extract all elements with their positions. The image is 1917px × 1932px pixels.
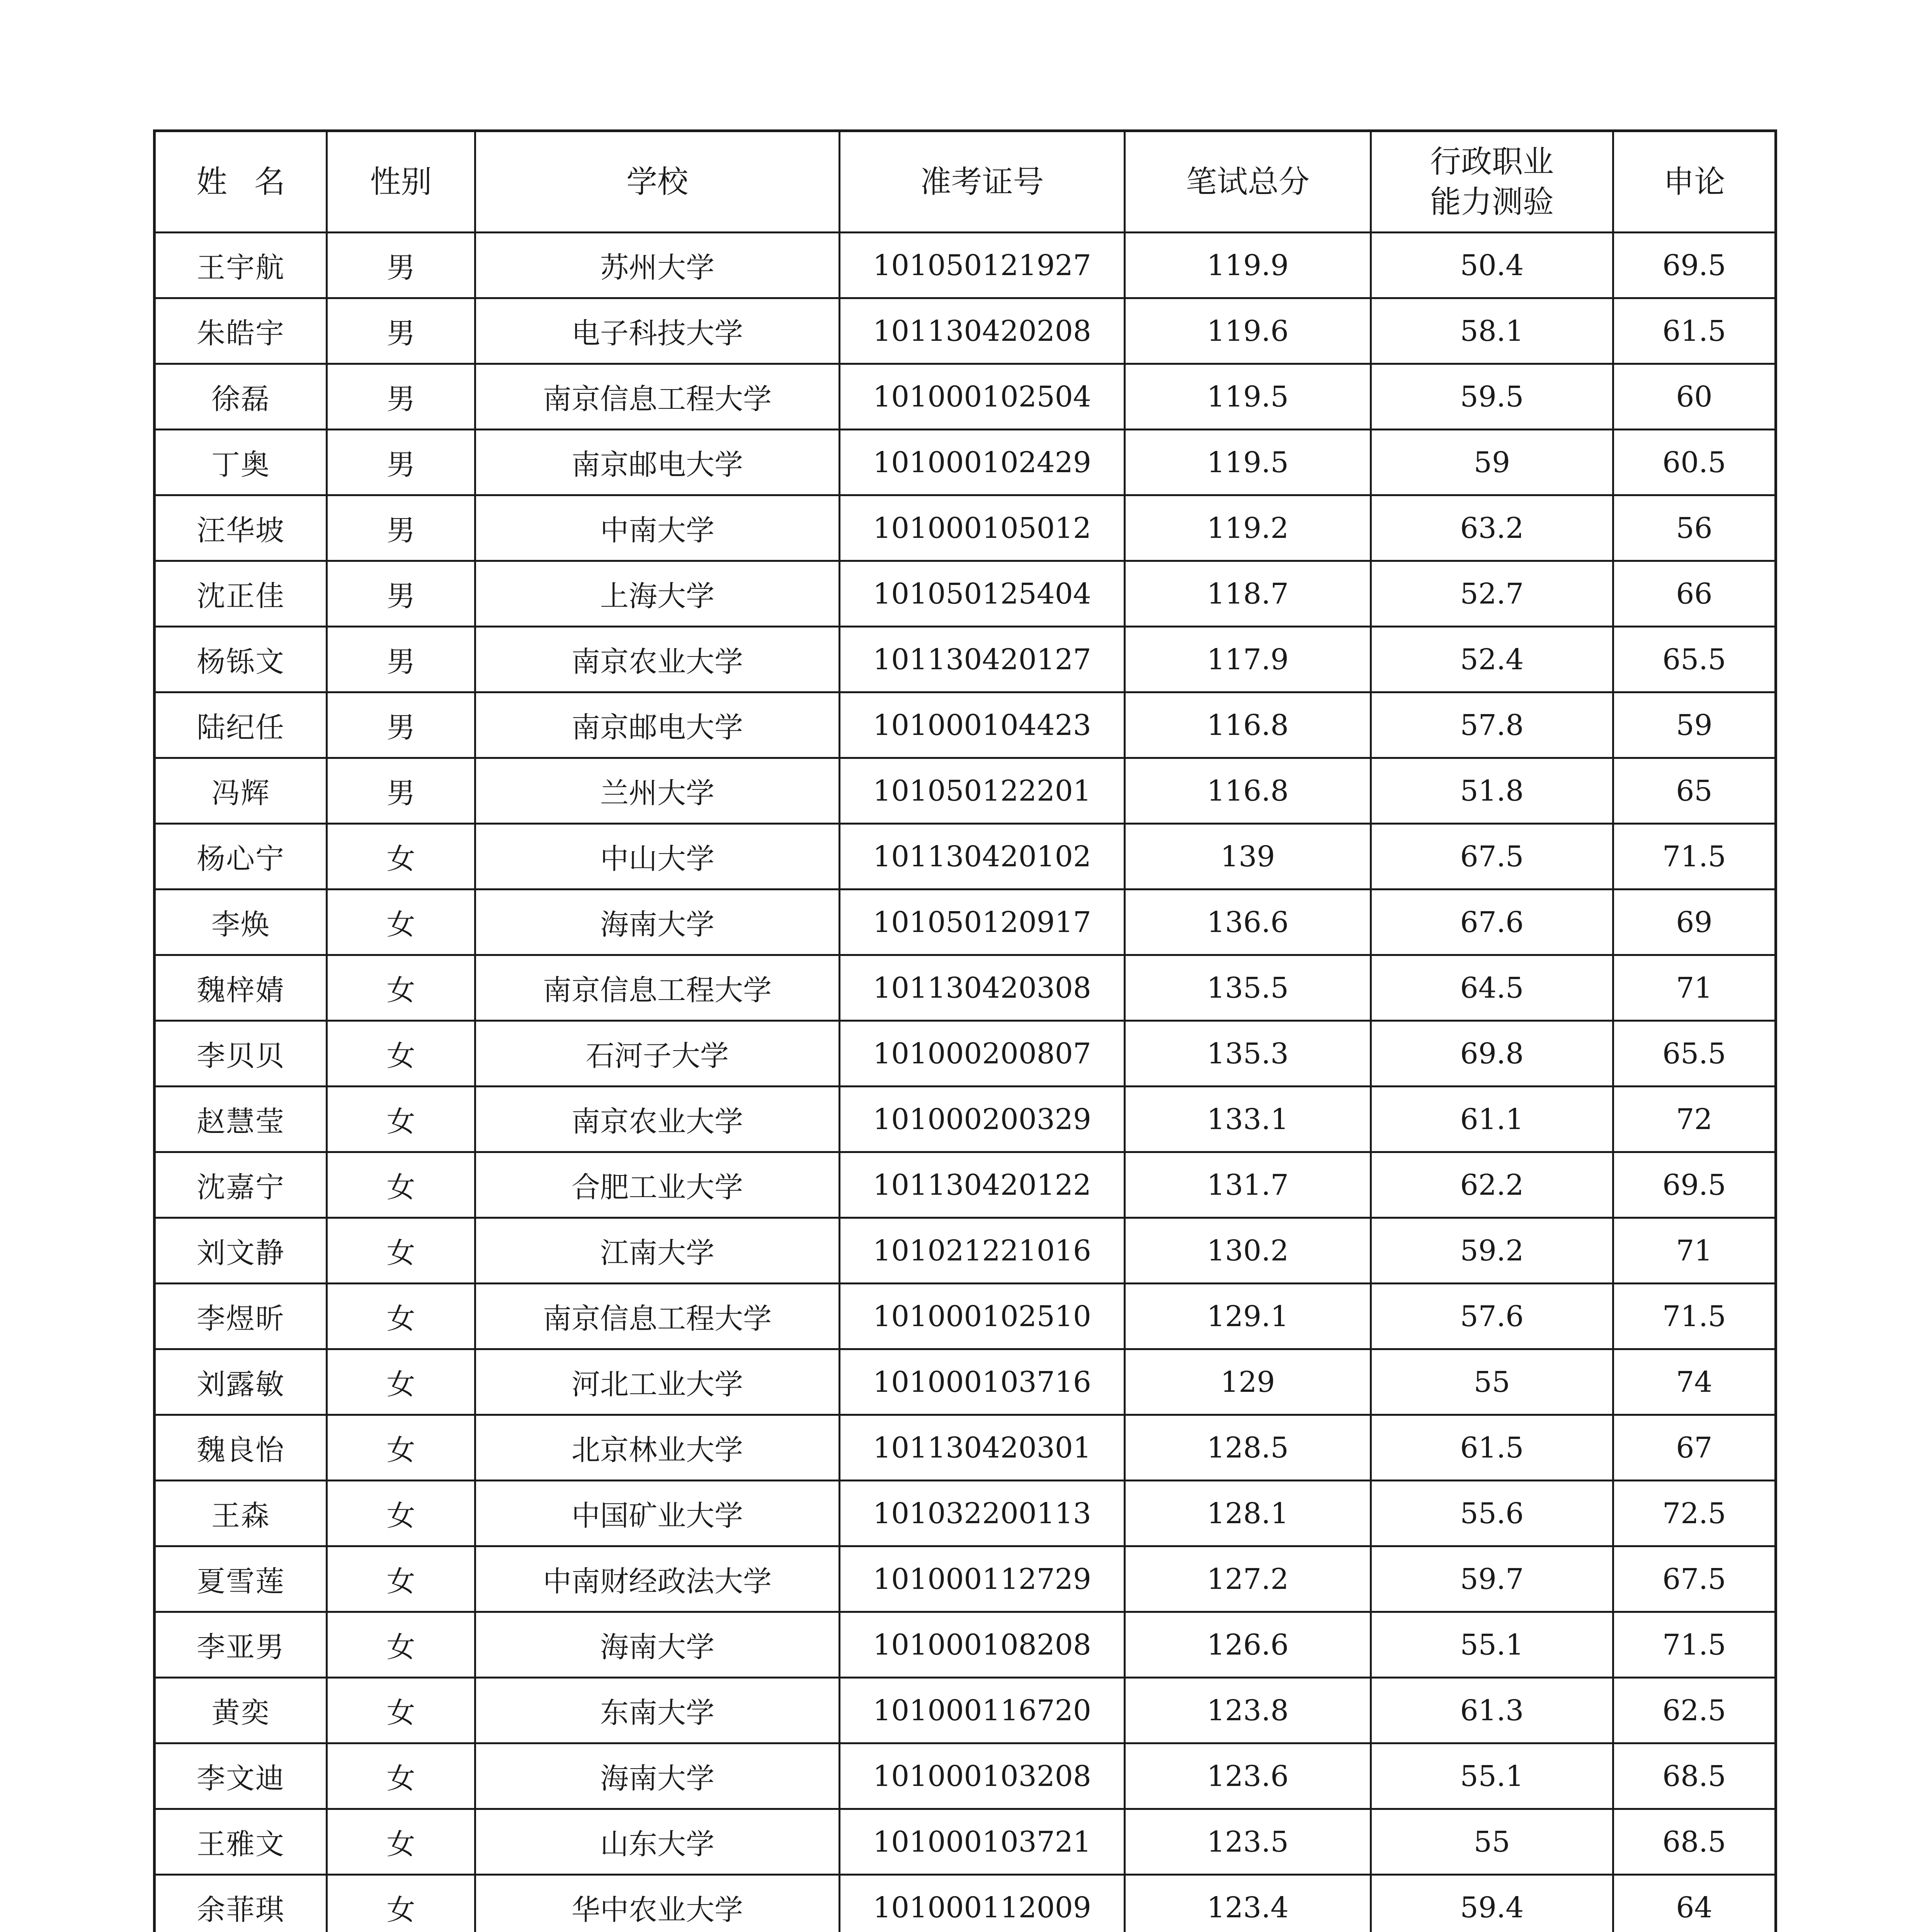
cell-essay: 62.5 — [1613, 1678, 1776, 1743]
cell-essay: 71 — [1613, 955, 1776, 1021]
cell-name: 杨心宁 — [155, 824, 327, 889]
cell-written-total: 119.5 — [1125, 364, 1371, 430]
cell-name: 李亚男 — [155, 1612, 327, 1678]
cell-admin-aptitude: 59 — [1371, 430, 1613, 495]
cell-name: 赵慧莹 — [155, 1087, 327, 1152]
cell-written-total: 135.3 — [1125, 1021, 1371, 1087]
cell-school: 南京农业大学 — [475, 627, 840, 692]
cell-name: 李煜昕 — [155, 1284, 327, 1349]
cell-gender: 女 — [327, 1349, 475, 1415]
cell-name: 李贝贝 — [155, 1021, 327, 1087]
cell-gender: 男 — [327, 430, 475, 495]
cell-name: 陆纪任 — [155, 692, 327, 758]
table-row — [155, 758, 1776, 824]
table-row — [155, 1481, 1776, 1546]
table-header — [155, 131, 1776, 233]
cell-essay: 60.5 — [1613, 430, 1776, 495]
cell-essay: 60 — [1613, 364, 1776, 430]
table-row — [155, 824, 1776, 889]
table-row — [155, 1678, 1776, 1743]
cell-gender: 男 — [327, 364, 475, 430]
cell-written-total: 116.8 — [1125, 692, 1371, 758]
cell-essay: 69.5 — [1613, 233, 1776, 298]
cell-name: 李文迪 — [155, 1743, 327, 1809]
cell-essay: 68.5 — [1613, 1743, 1776, 1809]
cell-essay: 72 — [1613, 1087, 1776, 1152]
cell-name: 夏雪莲 — [155, 1546, 327, 1612]
table-row — [155, 1809, 1776, 1875]
table-row — [155, 889, 1776, 955]
cell-ticket-number: 101000108208 — [840, 1612, 1125, 1678]
cell-school: 中山大学 — [475, 824, 840, 889]
table-row — [155, 1349, 1776, 1415]
cell-essay: 69.5 — [1613, 1152, 1776, 1218]
cell-gender: 男 — [327, 758, 475, 824]
cell-school: 南京信息工程大学 — [475, 955, 840, 1021]
cell-name: 朱皓宇 — [155, 298, 327, 364]
cell-ticket-number: 101000105012 — [840, 495, 1125, 561]
cell-admin-aptitude: 57.6 — [1371, 1284, 1613, 1349]
cell-written-total: 128.5 — [1125, 1415, 1371, 1481]
table-row — [155, 1415, 1776, 1481]
cell-admin-aptitude: 59.7 — [1371, 1546, 1613, 1612]
cell-admin-aptitude: 55.6 — [1371, 1481, 1613, 1546]
cell-written-total: 119.5 — [1125, 430, 1371, 495]
cell-gender: 女 — [327, 1415, 475, 1481]
cell-ticket-number: 101130420127 — [840, 627, 1125, 692]
cell-gender: 女 — [327, 1875, 475, 1932]
cell-gender: 女 — [327, 1218, 475, 1284]
cell-written-total: 123.5 — [1125, 1809, 1371, 1875]
cell-admin-aptitude: 61.3 — [1371, 1678, 1613, 1743]
cell-school: 上海大学 — [475, 561, 840, 627]
cell-ticket-number: 101000104423 — [840, 692, 1125, 758]
cell-ticket-number: 101050125404 — [840, 561, 1125, 627]
cell-essay: 66 — [1613, 561, 1776, 627]
cell-school: 合肥工业大学 — [475, 1152, 840, 1218]
cell-school: 南京农业大学 — [475, 1087, 840, 1152]
cell-gender: 男 — [327, 692, 475, 758]
cell-admin-aptitude: 59.2 — [1371, 1218, 1613, 1284]
cell-school: 兰州大学 — [475, 758, 840, 824]
cell-school: 海南大学 — [475, 1743, 840, 1809]
cell-school: 南京信息工程大学 — [475, 364, 840, 430]
cell-gender: 女 — [327, 1152, 475, 1218]
cell-written-total: 129 — [1125, 1349, 1371, 1415]
cell-gender: 女 — [327, 1743, 475, 1809]
cell-admin-aptitude: 58.1 — [1371, 298, 1613, 364]
cell-written-total: 123.6 — [1125, 1743, 1371, 1809]
table-row — [155, 364, 1776, 430]
cell-written-total: 136.6 — [1125, 889, 1371, 955]
cell-written-total: 119.6 — [1125, 298, 1371, 364]
cell-ticket-number: 101130420208 — [840, 298, 1125, 364]
cell-school: 南京邮电大学 — [475, 430, 840, 495]
header-name: 姓名 — [155, 131, 327, 233]
cell-ticket-number: 101000102429 — [840, 430, 1125, 495]
cell-gender: 男 — [327, 495, 475, 561]
table-row — [155, 1743, 1776, 1809]
cell-ticket-number: 101000103721 — [840, 1809, 1125, 1875]
cell-school: 南京信息工程大学 — [475, 1284, 840, 1349]
cell-essay: 61.5 — [1613, 298, 1776, 364]
cell-essay: 68.5 — [1613, 1809, 1776, 1875]
cell-ticket-number: 101000103208 — [840, 1743, 1125, 1809]
cell-ticket-number: 101130420308 — [840, 955, 1125, 1021]
cell-admin-aptitude: 61.5 — [1371, 1415, 1613, 1481]
cell-essay: 71.5 — [1613, 1284, 1776, 1349]
cell-ticket-number: 101021221016 — [840, 1218, 1125, 1284]
cell-name: 王雅文 — [155, 1809, 327, 1875]
cell-essay: 56 — [1613, 495, 1776, 561]
table-row — [155, 692, 1776, 758]
cell-school: 海南大学 — [475, 1612, 840, 1678]
cell-essay: 71.5 — [1613, 824, 1776, 889]
cell-written-total: 129.1 — [1125, 1284, 1371, 1349]
cell-ticket-number: 101050121927 — [840, 233, 1125, 298]
cell-written-total: 123.4 — [1125, 1875, 1371, 1932]
cell-gender: 女 — [327, 1809, 475, 1875]
table-row — [155, 955, 1776, 1021]
cell-ticket-number: 101000103716 — [840, 1349, 1125, 1415]
cell-name: 黄奕 — [155, 1678, 327, 1743]
cell-essay: 65.5 — [1613, 1021, 1776, 1087]
cell-ticket-number: 101000200807 — [840, 1021, 1125, 1087]
cell-gender: 女 — [327, 824, 475, 889]
cell-admin-aptitude: 57.8 — [1371, 692, 1613, 758]
cell-name: 徐磊 — [155, 364, 327, 430]
cell-written-total: 116.8 — [1125, 758, 1371, 824]
cell-name: 魏良怡 — [155, 1415, 327, 1481]
cell-name: 丁奥 — [155, 430, 327, 495]
cell-gender: 女 — [327, 1021, 475, 1087]
cell-written-total: 118.7 — [1125, 561, 1371, 627]
header-admin-aptitude-line1: 行政职业 — [1430, 143, 1554, 180]
cell-gender: 女 — [327, 1481, 475, 1546]
cell-admin-aptitude: 51.8 — [1371, 758, 1613, 824]
cell-name: 余菲琪 — [155, 1875, 327, 1932]
cell-essay: 59 — [1613, 692, 1776, 758]
cell-written-total: 131.7 — [1125, 1152, 1371, 1218]
table-row — [155, 495, 1776, 561]
cell-name: 刘露敏 — [155, 1349, 327, 1415]
cell-ticket-number: 101130420301 — [840, 1415, 1125, 1481]
cell-written-total: 123.8 — [1125, 1678, 1371, 1743]
cell-gender: 男 — [327, 561, 475, 627]
cell-school: 苏州大学 — [475, 233, 840, 298]
cell-school: 河北工业大学 — [475, 1349, 840, 1415]
cell-admin-aptitude: 61.1 — [1371, 1087, 1613, 1152]
table-row — [155, 1218, 1776, 1284]
cell-written-total: 133.1 — [1125, 1087, 1371, 1152]
cell-name: 汪华坡 — [155, 495, 327, 561]
cell-gender: 女 — [327, 1284, 475, 1349]
cell-admin-aptitude: 62.2 — [1371, 1152, 1613, 1218]
cell-admin-aptitude: 63.2 — [1371, 495, 1613, 561]
cell-essay: 72.5 — [1613, 1481, 1776, 1546]
cell-name: 刘文静 — [155, 1218, 327, 1284]
table-row — [155, 298, 1776, 364]
cell-ticket-number: 101032200113 — [840, 1481, 1125, 1546]
header-row — [155, 131, 1776, 233]
table-row — [155, 1152, 1776, 1218]
cell-admin-aptitude: 67.5 — [1371, 824, 1613, 889]
cell-school: 北京林业大学 — [475, 1415, 840, 1481]
cell-essay: 67 — [1613, 1415, 1776, 1481]
header-ticket-number: 准考证号 — [840, 131, 1125, 233]
cell-written-total: 117.9 — [1125, 627, 1371, 692]
cell-name: 杨铄文 — [155, 627, 327, 692]
cell-essay: 71.5 — [1613, 1612, 1776, 1678]
cell-gender: 女 — [327, 1678, 475, 1743]
cell-gender: 女 — [327, 1546, 475, 1612]
cell-admin-aptitude: 55.1 — [1371, 1743, 1613, 1809]
table-row — [155, 1021, 1776, 1087]
cell-essay: 74 — [1613, 1349, 1776, 1415]
cell-school: 石河子大学 — [475, 1021, 840, 1087]
cell-admin-aptitude: 52.7 — [1371, 561, 1613, 627]
cell-written-total: 119.2 — [1125, 495, 1371, 561]
cell-admin-aptitude: 55.1 — [1371, 1612, 1613, 1678]
cell-written-total: 126.6 — [1125, 1612, 1371, 1678]
cell-admin-aptitude: 50.4 — [1371, 233, 1613, 298]
cell-essay: 64 — [1613, 1875, 1776, 1932]
results-table — [153, 129, 1777, 1932]
cell-name: 沈正佳 — [155, 561, 327, 627]
cell-essay: 71 — [1613, 1218, 1776, 1284]
cell-school: 江南大学 — [475, 1218, 840, 1284]
table-row — [155, 627, 1776, 692]
cell-ticket-number: 101000116720 — [840, 1678, 1125, 1743]
cell-ticket-number: 101050122201 — [840, 758, 1125, 824]
cell-essay: 69 — [1613, 889, 1776, 955]
cell-written-total: 128.1 — [1125, 1481, 1371, 1546]
cell-school: 海南大学 — [475, 889, 840, 955]
cell-admin-aptitude: 67.6 — [1371, 889, 1613, 955]
cell-ticket-number: 101130420102 — [840, 824, 1125, 889]
table-row — [155, 1612, 1776, 1678]
header-gender: 性别 — [327, 131, 475, 233]
cell-school: 中国矿业大学 — [475, 1481, 840, 1546]
cell-admin-aptitude: 55 — [1371, 1349, 1613, 1415]
cell-school: 中南大学 — [475, 495, 840, 561]
cell-name: 王森 — [155, 1481, 327, 1546]
cell-essay: 67.5 — [1613, 1546, 1776, 1612]
table-row — [155, 233, 1776, 298]
cell-gender: 男 — [327, 233, 475, 298]
cell-written-total: 130.2 — [1125, 1218, 1371, 1284]
cell-essay: 65 — [1613, 758, 1776, 824]
table-row — [155, 1875, 1776, 1932]
cell-admin-aptitude: 69.8 — [1371, 1021, 1613, 1087]
cell-admin-aptitude: 64.5 — [1371, 955, 1613, 1021]
cell-gender: 男 — [327, 627, 475, 692]
cell-ticket-number: 101000102504 — [840, 364, 1125, 430]
cell-ticket-number: 101000112729 — [840, 1546, 1125, 1612]
cell-school: 东南大学 — [475, 1678, 840, 1743]
cell-written-total: 127.2 — [1125, 1546, 1371, 1612]
table-body — [155, 233, 1776, 1932]
cell-school: 山东大学 — [475, 1809, 840, 1875]
cell-ticket-number: 101000112009 — [840, 1875, 1125, 1932]
cell-name: 李焕 — [155, 889, 327, 955]
table-row — [155, 561, 1776, 627]
cell-ticket-number: 101050120917 — [840, 889, 1125, 955]
cell-gender: 女 — [327, 889, 475, 955]
cell-gender: 女 — [327, 1087, 475, 1152]
table-row — [155, 1284, 1776, 1349]
cell-ticket-number: 101000200329 — [840, 1087, 1125, 1152]
cell-written-total: 119.9 — [1125, 233, 1371, 298]
cell-written-total: 139 — [1125, 824, 1371, 889]
cell-school: 电子科技大学 — [475, 298, 840, 364]
table-row — [155, 1546, 1776, 1612]
cell-admin-aptitude: 59.5 — [1371, 364, 1613, 430]
table-row — [155, 430, 1776, 495]
cell-school: 南京邮电大学 — [475, 692, 840, 758]
cell-admin-aptitude: 59.4 — [1371, 1875, 1613, 1932]
cell-name: 王宇航 — [155, 233, 327, 298]
cell-name: 魏梓婧 — [155, 955, 327, 1021]
cell-written-total: 135.5 — [1125, 955, 1371, 1021]
cell-name: 冯辉 — [155, 758, 327, 824]
cell-gender: 女 — [327, 1612, 475, 1678]
cell-essay: 65.5 — [1613, 627, 1776, 692]
header-school: 学校 — [475, 131, 840, 233]
header-essay: 申论 — [1613, 131, 1776, 233]
cell-ticket-number: 101130420122 — [840, 1152, 1125, 1218]
cell-school: 华中农业大学 — [475, 1875, 840, 1932]
table-row — [155, 1087, 1776, 1152]
cell-admin-aptitude: 55 — [1371, 1809, 1613, 1875]
header-written-total: 笔试总分 — [1125, 131, 1371, 233]
cell-gender: 女 — [327, 955, 475, 1021]
cell-school: 中南财经政法大学 — [475, 1546, 840, 1612]
cell-gender: 男 — [327, 298, 475, 364]
header-admin-aptitude — [1371, 131, 1613, 233]
cell-ticket-number: 101000102510 — [840, 1284, 1125, 1349]
header-admin-aptitude-line2: 能力测验 — [1430, 184, 1554, 220]
cell-name: 沈嘉宁 — [155, 1152, 327, 1218]
cell-admin-aptitude: 52.4 — [1371, 627, 1613, 692]
